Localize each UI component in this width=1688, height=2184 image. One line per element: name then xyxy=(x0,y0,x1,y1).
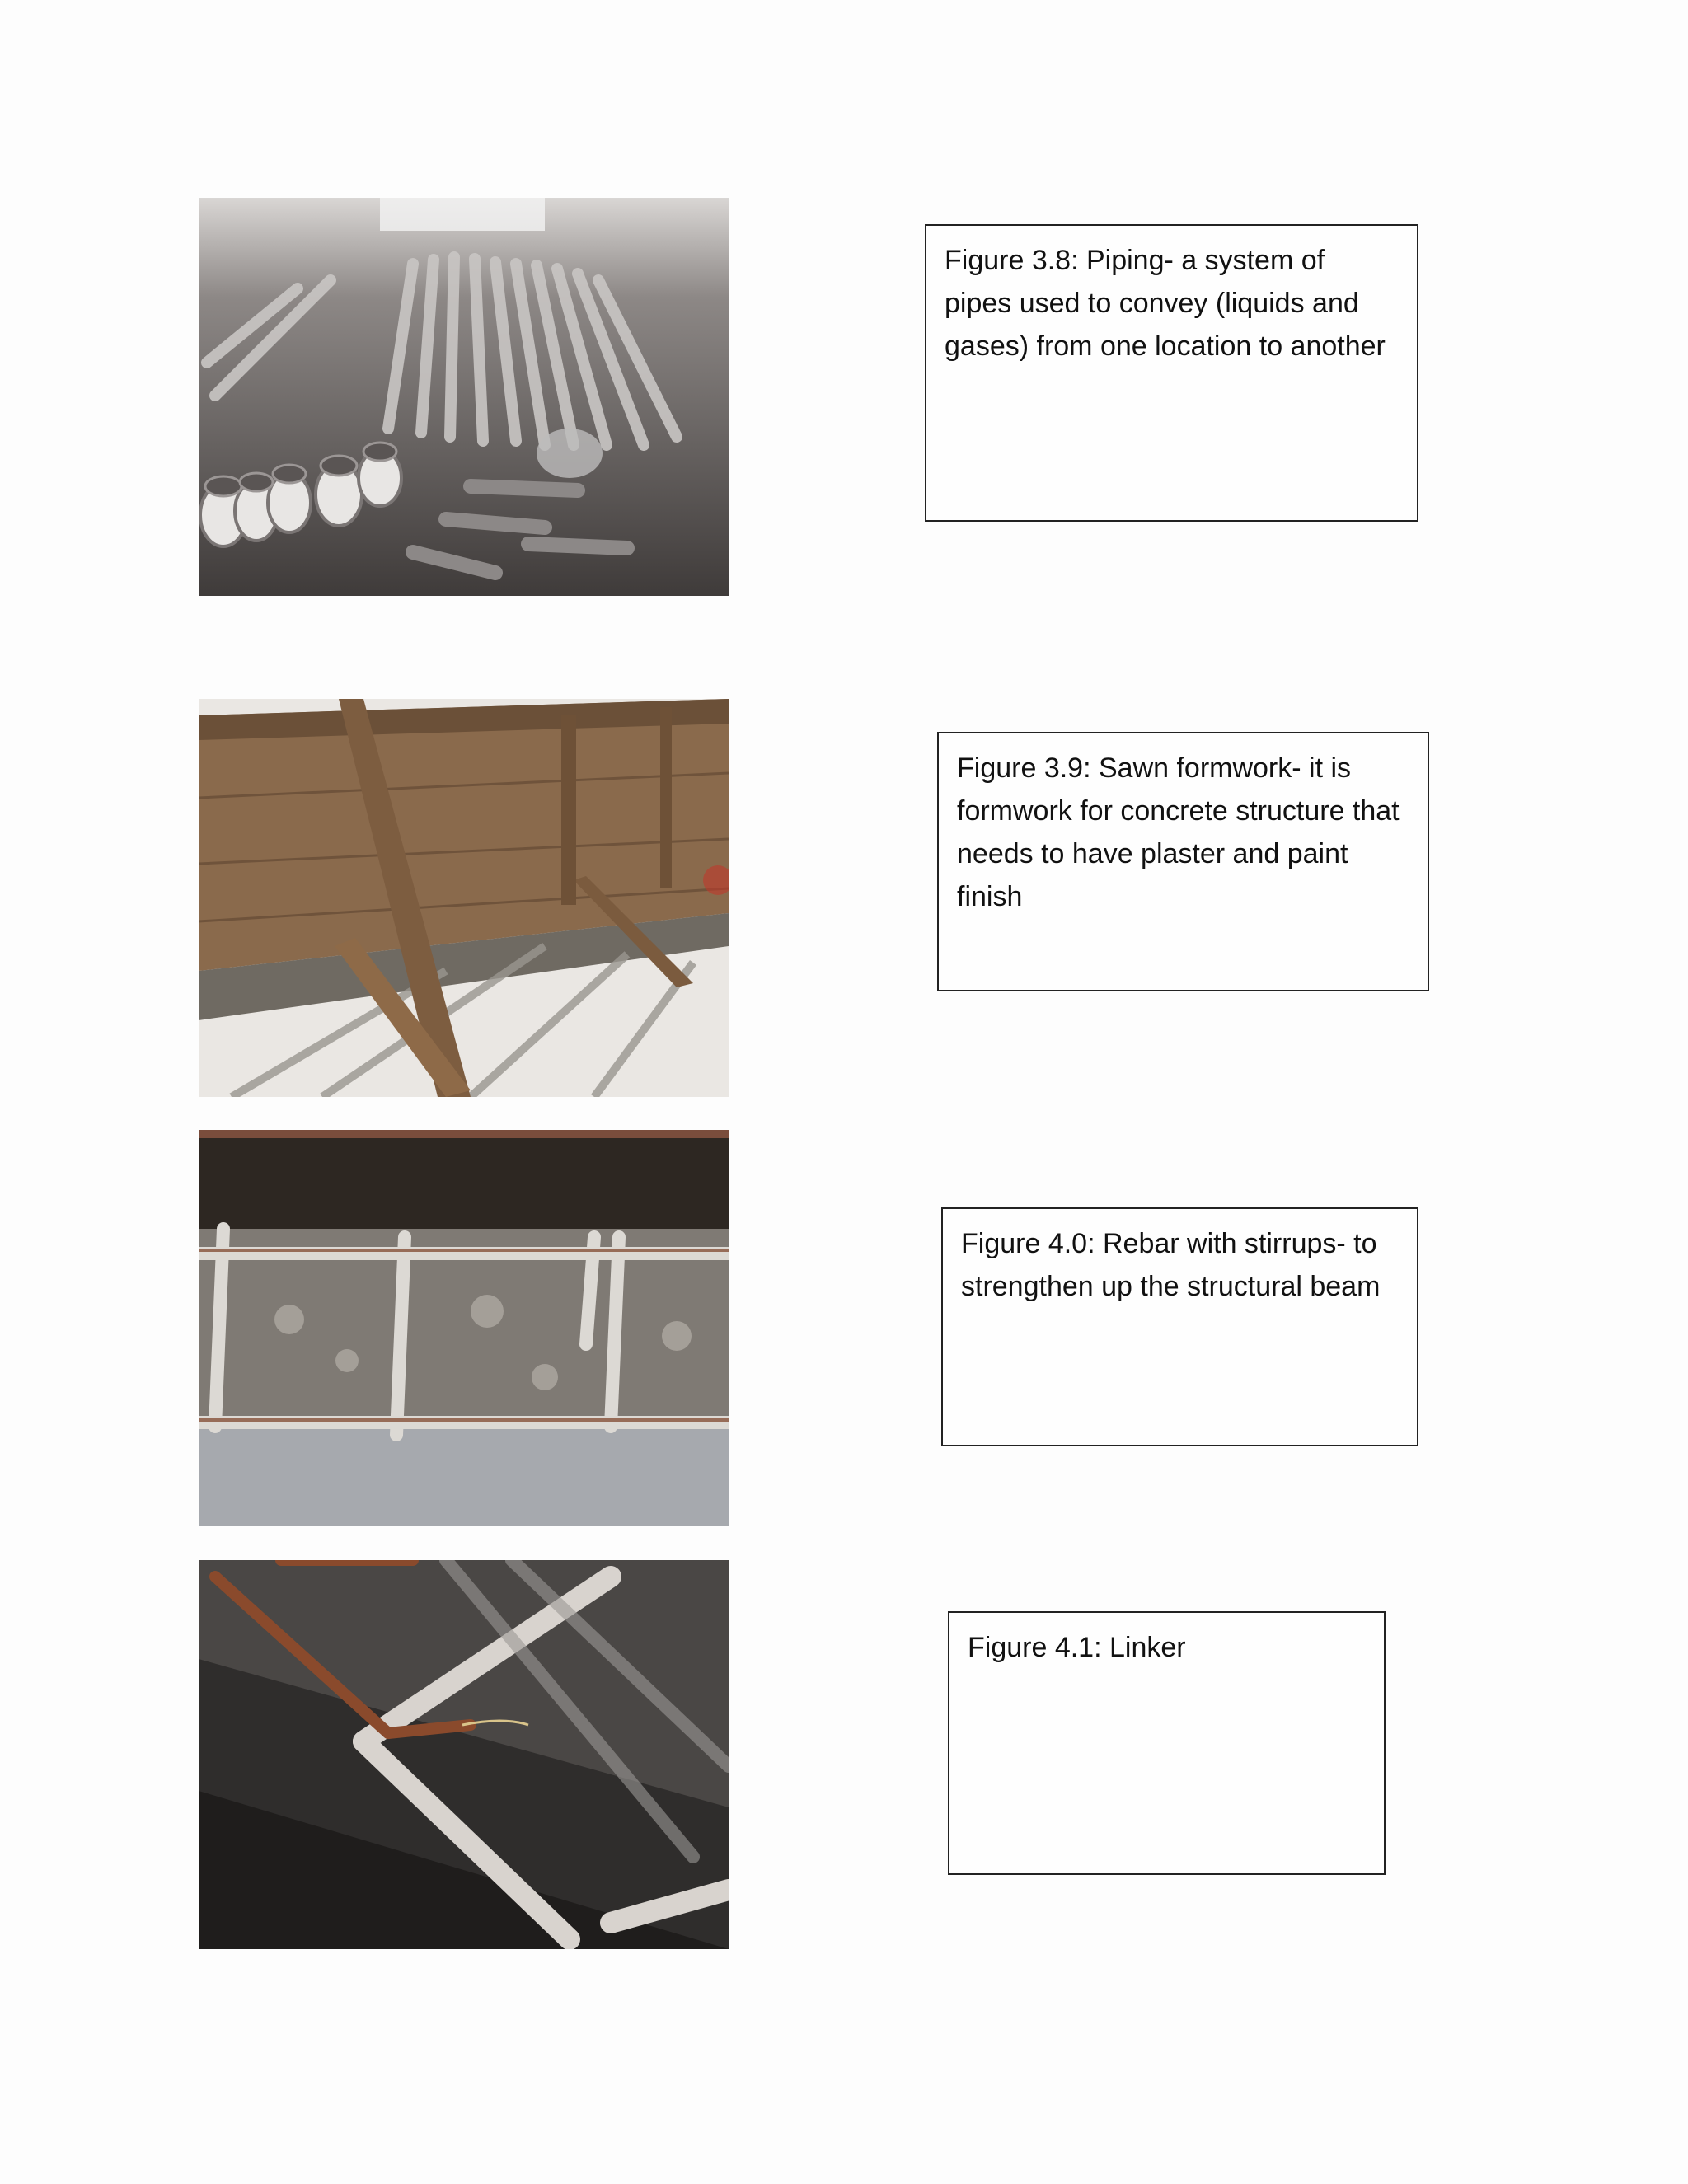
figure-3-8-caption-box xyxy=(925,224,1418,522)
rebar-stirrups-photo xyxy=(199,1130,729,1526)
figure-3-9-caption: Figure 3.9: Sawn formwork- it is formwork for concrete structure that needs to have plaster and paint finish xyxy=(957,752,1400,912)
figure-3-9-caption-box xyxy=(937,732,1429,991)
figure-3-8-caption: Figure 3.8: Piping- a system of pipes used to convey (liquids and gases) from one location to another xyxy=(945,245,1386,362)
figure-4-1-caption: Figure 4.1: Linker xyxy=(968,1632,1186,1663)
sawn-formwork-photo xyxy=(199,699,729,1097)
figure-4-1-caption-box xyxy=(948,1611,1386,1875)
linker-photo xyxy=(199,1560,729,1949)
piping-photo xyxy=(199,198,729,596)
figure-4-0-caption-box xyxy=(941,1207,1418,1446)
figure-4-0-caption: Figure 4.0: Rebar with stirrups- to strengthen up the structural beam xyxy=(961,1228,1381,1302)
